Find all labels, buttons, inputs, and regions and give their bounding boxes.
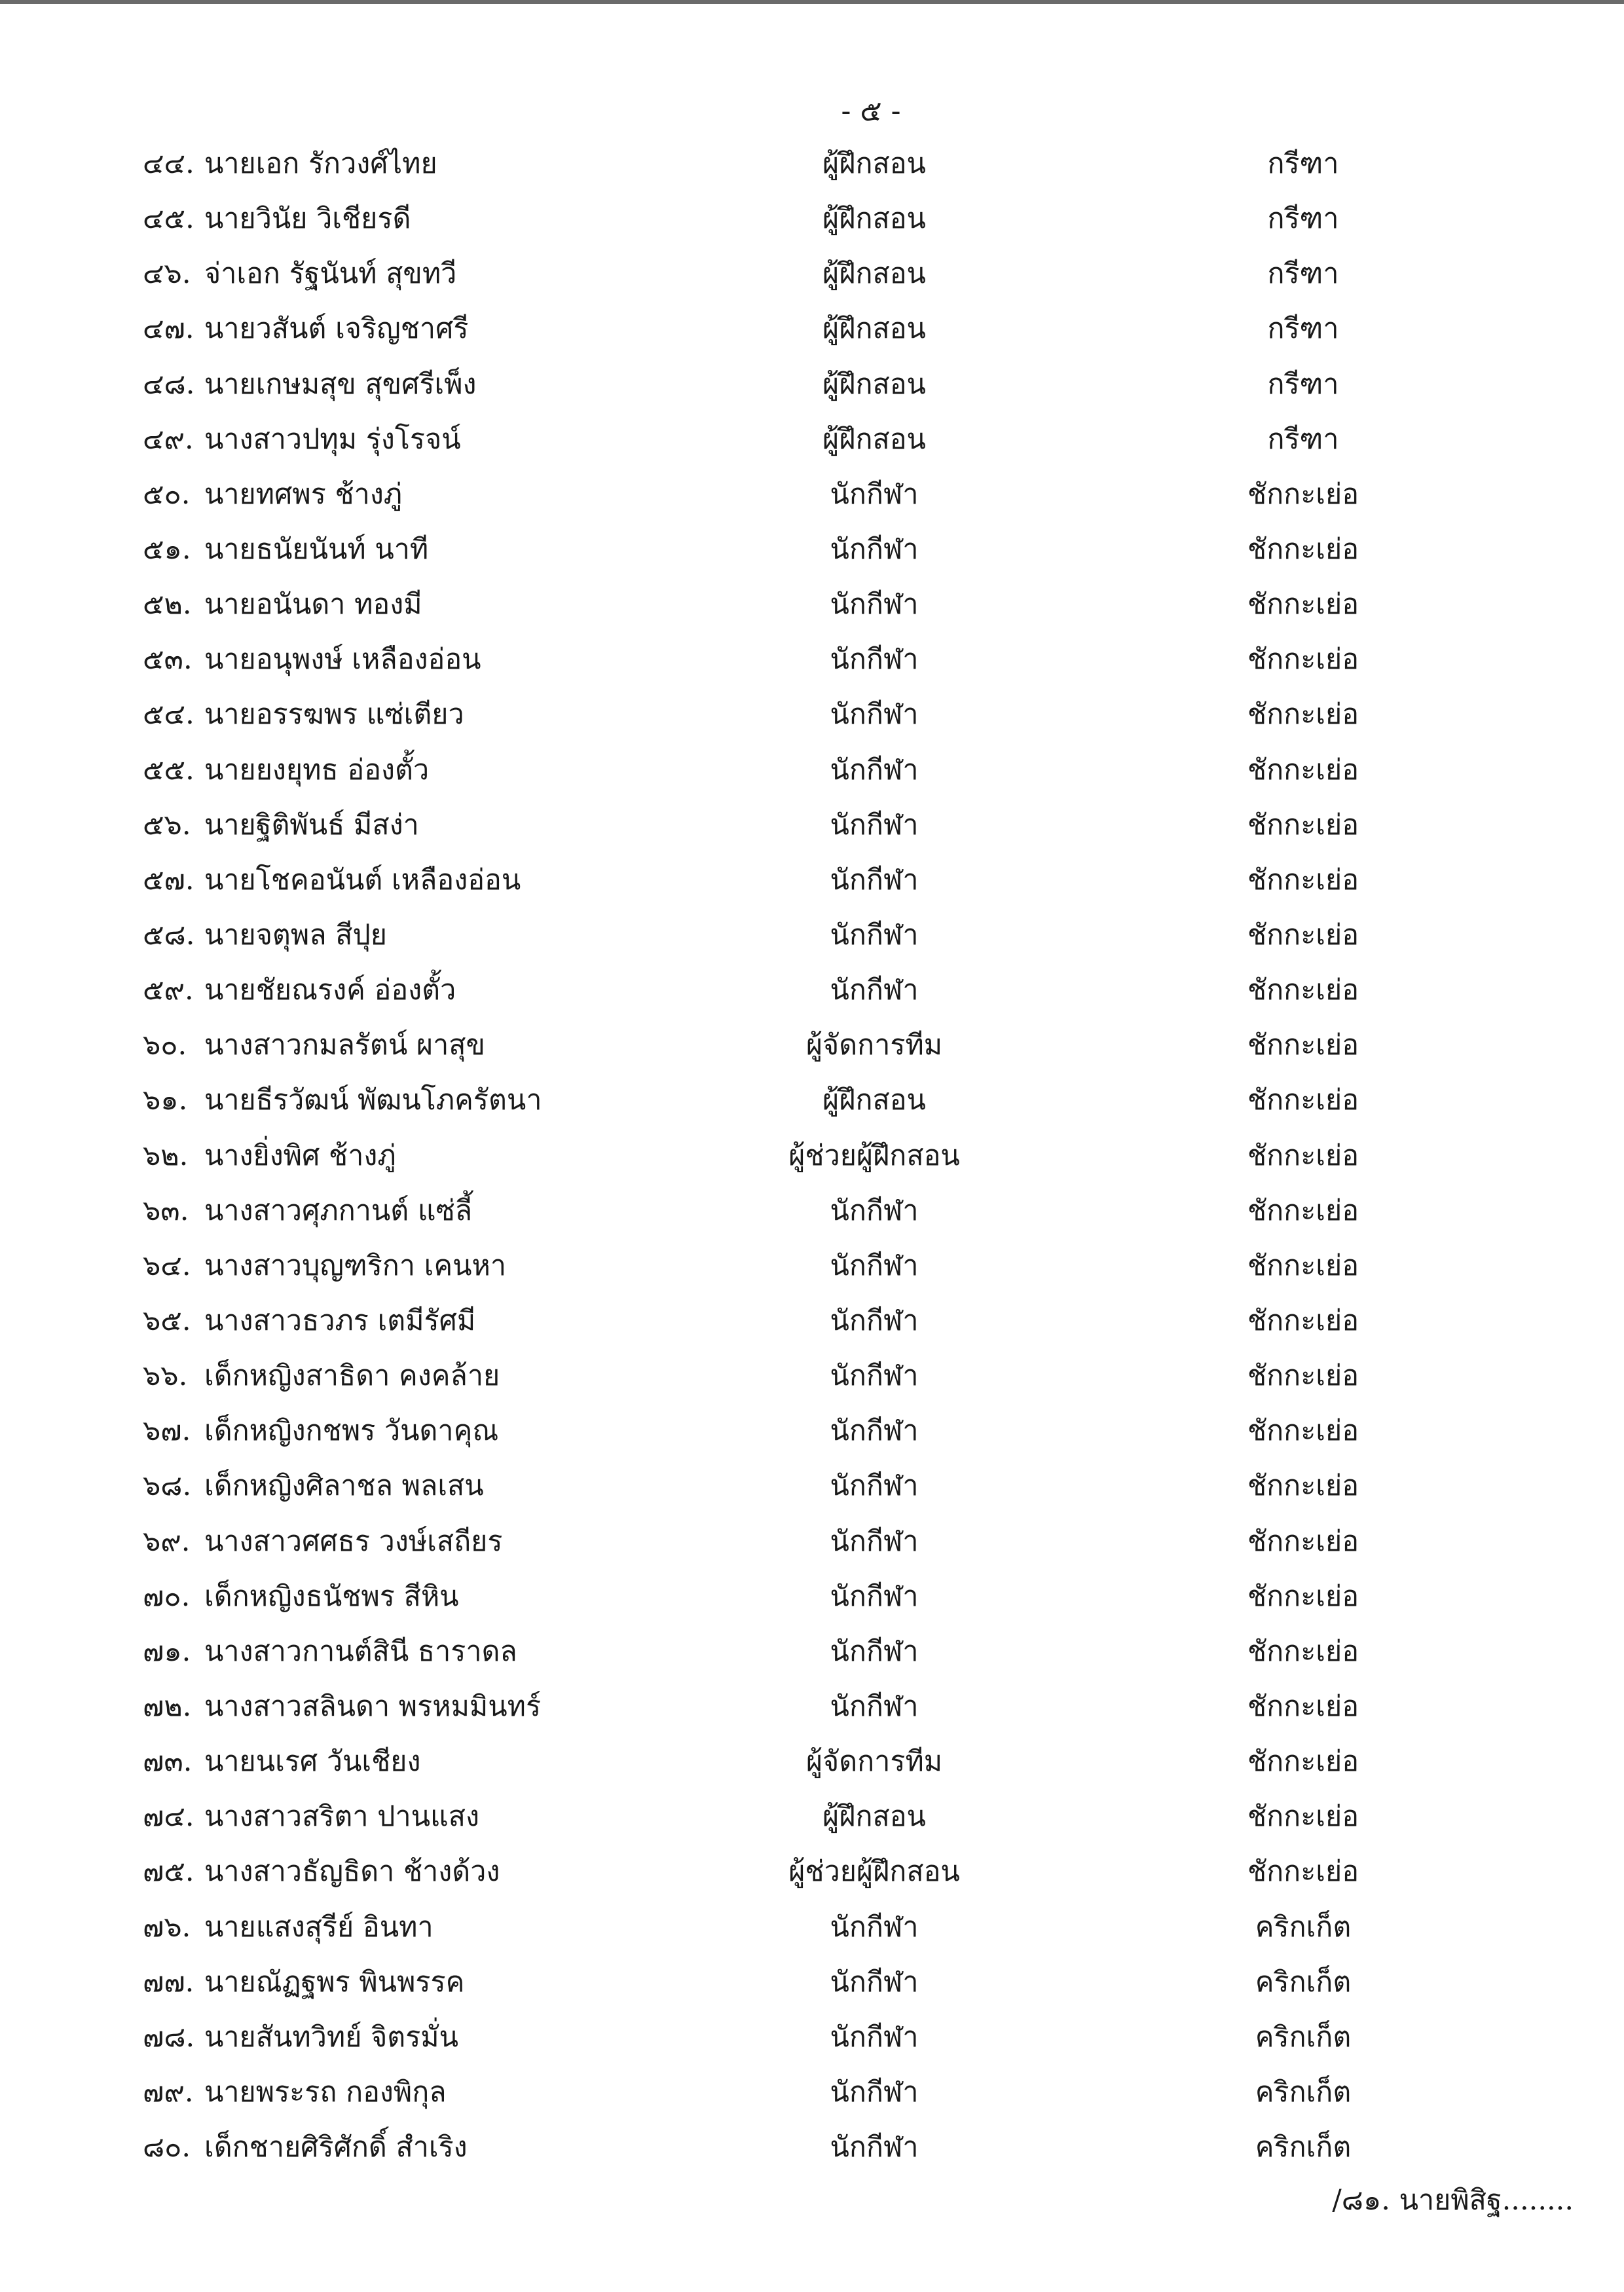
roster-row [0,860,1624,915]
row-number: ๗๗. [143,1965,194,1999]
row-number: ๖๓. [143,1194,189,1227]
row-number: ๗๐. [143,1580,191,1613]
person-role: ผู้ฝึกสอน [822,422,926,456]
person-name: นางสาวสลินดา พรหมมินทร์ [204,1690,542,1723]
row-number: ๔๗. [143,312,194,346]
roster-row [0,1852,1624,1907]
person-name: เด็กหญิงธนัชพร สีหิน [204,1580,459,1613]
person-name: นายชัยณรงค์ อ่องตั้ว [204,974,456,1007]
row-number: ๗๒. [143,1690,192,1723]
row-number: ๖๙. [143,1525,191,1558]
person-name: นายนเรศ วันเชียง [204,1745,421,1779]
roster-row [0,805,1624,860]
sport-name: ชักกะเย่อ [1247,753,1359,786]
roster-row [0,970,1624,1026]
sport-name: ชักกะเย่อ [1247,1469,1359,1503]
person-name: นายพระรถ กองพิกุล [204,2075,447,2109]
roster-row [0,1081,1624,1136]
row-number: ๗๘. [143,2020,195,2054]
person-role: นักกีฬา [830,1690,919,1723]
row-number: ๕๓. [143,643,193,676]
sport-name: ชักกะเย่อ [1247,1139,1359,1172]
sport-name: ชักกะเย่อ [1247,1690,1359,1723]
row-number: ๗๓. [143,1745,193,1779]
person-name: นายฐิติพันธ์ มีสง่า [204,808,419,841]
row-number: ๕๘. [143,918,195,952]
roster-row [0,1466,1624,1521]
sport-name: ชักกะเย่อ [1247,808,1359,841]
row-number: ๘๐. [143,2131,191,2164]
row-number: ๖๒. [143,1139,189,1172]
row-number: ๗๔. [143,1800,194,1834]
person-role: ผู้ฝึกสอน [822,1084,926,1117]
roster-row [0,1687,1624,1742]
person-name: นางสาวกานต์สินี ธาราดล [204,1635,517,1668]
page-number: - ๕ - [841,94,901,128]
roster-row [0,1522,1624,1577]
sport-name: ชักกะเย่อ [1247,1084,1359,1117]
sport-name: ชักกะเย่อ [1247,1029,1359,1062]
person-name: นางสาวธัญธิดา ช้างด้วง [204,1855,500,1889]
person-role: นักกีฬา [830,1359,919,1393]
person-name: นายทศพร ช้างภู่ [204,477,403,511]
sport-name: ชักกะเย่อ [1247,974,1359,1007]
roster-row [0,695,1624,750]
row-number: ๗๖. [143,1910,191,1944]
person-name: นางสาวศศธร วงษ์เสถียร [204,1525,503,1558]
person-name: นางสาวปทุม รุ่งโรจน์ [204,422,461,456]
sport-name: ชักกะเย่อ [1247,1359,1359,1393]
sport-name: กรีฑา [1267,202,1339,236]
row-number: ๗๙. [143,2075,194,2109]
roster-row [0,640,1624,695]
row-number: ๖๕. [143,1304,191,1337]
person-role: ผู้จัดการทีม [805,1745,943,1779]
person-role: นักกีฬา [830,2075,919,2109]
row-number: ๔๕. [143,202,194,236]
person-name: นางสาวศุภกานต์ แซ่ลี้ [204,1194,473,1227]
person-name: นางสาวกมลรัตน์ ผาสุข [204,1029,485,1062]
sport-name: ชักกะเย่อ [1247,1745,1359,1779]
person-role: นักกีฬา [830,1965,919,1999]
sport-name: ชักกะเย่อ [1247,1304,1359,1337]
roster-row [0,2073,1624,2128]
row-number: ๕๗. [143,863,194,896]
row-number: ๖๔. [143,1249,191,1282]
roster-row [0,1577,1624,1632]
row-number: ๖๘. [143,1469,192,1503]
person-name: นายเกษมสุข สุขศรีเพ็ง [204,367,477,401]
person-role: ผู้ฝึกสอน [822,147,926,180]
roster-row [0,530,1624,585]
continuation-note: /๘๑. นายพิสิฐ........ [1332,2184,1574,2217]
person-name: นายณัฏฐพร พินพรรค [204,1965,465,1999]
roster-row [0,420,1624,475]
roster-row [0,365,1624,420]
person-name: นายวินัย วิเชียรดี [204,202,411,236]
person-name: นายโชคอนันต์ เหลืองอ่อน [204,863,521,896]
person-name: นายเอก รักวงศ์ไทย [204,147,437,180]
person-role: นักกีฬา [830,1910,919,1944]
roster-row [0,1136,1624,1191]
sport-name: ชักกะเย่อ [1247,1249,1359,1282]
person-name: นางยิ่งพิศ ช้างภู่ [204,1139,396,1172]
roster-row [0,1411,1624,1466]
row-number: ๔๔. [143,147,194,180]
person-role: นักกีฬา [830,1414,919,1448]
roster-row [0,1246,1624,1301]
person-name: เด็กหญิงศิลาชล พลเสน [204,1469,484,1503]
roster-row [0,1632,1624,1687]
person-name: นายธีรวัฒน์ พัฒนโภครัตนา [204,1084,542,1117]
row-number: ๖๑. [143,1084,188,1117]
person-name: นายอนันดา ทองมี [204,588,422,621]
row-number: ๔๖. [143,257,191,291]
person-name: นายแสงสุรีย์ อินทา [204,1910,434,1944]
roster-row [0,585,1624,640]
sport-name: คริกเก็ต [1255,2131,1352,2164]
roster-row [0,1191,1624,1246]
person-role: นักกีฬา [830,1304,919,1337]
person-name: นายวสันต์ เจริญชาศรี [204,312,469,346]
row-number: ๕๑. [143,532,191,566]
person-role: นักกีฬา [830,2020,919,2054]
person-role: ผู้จัดการทีม [805,1029,943,1062]
person-role: ผู้ฝึกสอน [822,1800,926,1834]
roster-row [0,1908,1624,1963]
person-name: นายสันทวิทย์ จิตรมั่น [204,2020,459,2054]
person-name: จ่าเอก รัฐนันท์ สุขทวี [204,257,457,291]
row-number: ๕๖. [143,808,191,841]
roster-row [0,144,1624,199]
person-role: นักกีฬา [830,698,919,731]
person-role: นักกีฬา [830,532,919,566]
roster-row [0,1026,1624,1081]
sport-name: ชักกะเย่อ [1247,1855,1359,1889]
person-role: นักกีฬา [830,1194,919,1227]
person-role: นักกีฬา [830,1525,919,1558]
person-name: นางสาวธวภร เตมีรัศมี [204,1304,476,1337]
roster-row [0,915,1624,970]
sport-name: กรีฑา [1267,312,1339,346]
sport-name: กรีฑา [1267,257,1339,291]
sport-name: กรีฑา [1267,422,1339,456]
person-name: นายธนัยนันท์ นาที [204,532,429,566]
person-role: ผู้ฝึกสอน [822,202,926,236]
person-name: นายยงยุทธ อ่องตั้ว [204,753,430,786]
person-name: นางสาวสริตา ปานแสง [204,1800,479,1834]
roster-row [0,1797,1624,1852]
person-role: ผู้ฝึกสอน [822,257,926,291]
sport-name: คริกเก็ต [1255,2075,1352,2109]
sport-name: กรีฑา [1267,367,1339,401]
person-role: นักกีฬา [830,2131,919,2164]
sport-name: ชักกะเย่อ [1247,532,1359,566]
person-role: นักกีฬา [830,1635,919,1668]
sport-name: ชักกะเย่อ [1247,588,1359,621]
roster-row [0,254,1624,309]
person-role: นักกีฬา [830,918,919,952]
row-number: ๔๘. [143,367,195,401]
person-role: นักกีฬา [830,974,919,1007]
sport-name: ชักกะเย่อ [1247,918,1359,952]
row-number: ๗๕. [143,1855,194,1889]
person-role: ผู้ช่วยผู้ฝึกสอน [788,1855,960,1889]
roster-row [0,2128,1624,2183]
row-number: ๕๕. [143,753,194,786]
sport-name: ชักกะเย่อ [1247,1800,1359,1834]
sport-name: ชักกะเย่อ [1247,698,1359,731]
sport-name: ชักกะเย่อ [1247,1194,1359,1227]
person-role: นักกีฬา [830,1249,919,1282]
person-name: นางสาวบุญฑริกา เคนหา [204,1249,506,1282]
person-name: นายจตุพล สีปุย [204,918,387,952]
person-name: นายอรรฆพร แซ่เตียว [204,698,464,731]
sport-name: ชักกะเย่อ [1247,1635,1359,1668]
roster-row [0,1301,1624,1356]
sport-name: คริกเก็ต [1255,1965,1352,1999]
person-role: นักกีฬา [830,863,919,896]
person-role: ผู้ฝึกสอน [822,367,926,401]
roster-row [0,475,1624,530]
person-role: นักกีฬา [830,643,919,676]
person-name: เด็กหญิงสาธิดา คงคล้าย [204,1359,500,1393]
roster-list [0,144,1624,2183]
person-role: นักกีฬา [830,588,919,621]
sport-name: ชักกะเย่อ [1247,863,1359,896]
roster-row [0,1742,1624,1797]
person-role: นักกีฬา [830,753,919,786]
row-number: ๕๔. [143,698,194,731]
person-role: ผู้ฝึกสอน [822,312,926,346]
person-role: ผู้ช่วยผู้ฝึกสอน [788,1139,960,1172]
sport-name: ชักกะเย่อ [1247,477,1359,511]
row-number: ๕๐. [143,477,191,511]
row-number: ๕๙. [143,974,194,1007]
person-role: นักกีฬา [830,1580,919,1613]
person-name: เด็กหญิงกชพร วันดาคุณ [204,1414,499,1448]
row-number: ๖๖. [143,1359,188,1393]
row-number: ๗๑. [143,1635,191,1668]
roster-row [0,1963,1624,2018]
row-number: ๖๐. [143,1029,187,1062]
row-number: ๕๒. [143,588,192,621]
roster-row [0,309,1624,364]
roster-row [0,1356,1624,1411]
person-role: นักกีฬา [830,808,919,841]
sport-name: ชักกะเย่อ [1247,643,1359,676]
sport-name: คริกเก็ต [1255,2020,1352,2054]
roster-row [0,2018,1624,2073]
sport-name: ชักกะเย่อ [1247,1580,1359,1613]
sport-name: ชักกะเย่อ [1247,1414,1359,1448]
person-name: เด็กชายศิริศักดิ์ สำเริง [204,2131,468,2164]
roster-row [0,750,1624,805]
sport-name: ชักกะเย่อ [1247,1525,1359,1558]
row-number: ๖๗. [143,1414,191,1448]
person-role: นักกีฬา [830,1469,919,1503]
person-name: นายอนุพงษ์ เหลืองอ่อน [204,643,481,676]
roster-row [0,199,1624,254]
sport-name: กรีฑา [1267,147,1339,180]
top-border-line [0,0,1624,4]
sport-name: คริกเก็ต [1255,1910,1352,1944]
row-number: ๔๙. [143,422,194,456]
person-role: นักกีฬา [830,477,919,511]
